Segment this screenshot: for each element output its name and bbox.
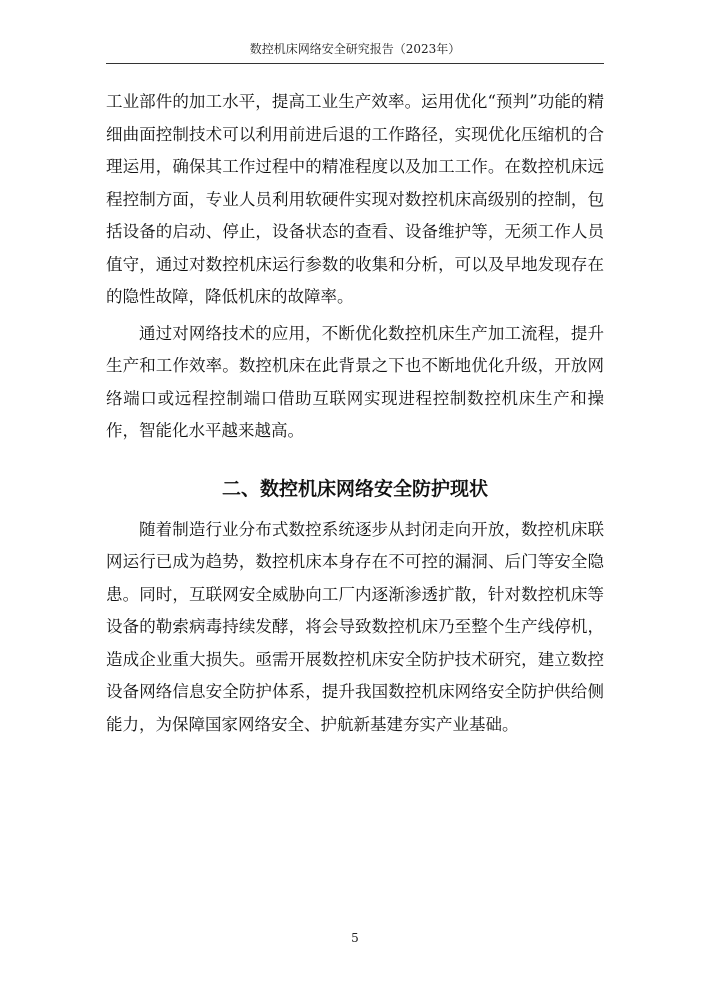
running-header: 数控机床网络安全研究报告（2023年） — [249, 42, 461, 56]
page-number: 5 — [351, 931, 359, 945]
header-rule — [106, 63, 604, 64]
section-heading: 二、数控机床网络安全防护现状 — [221, 477, 488, 500]
paragraph-1: 工业部件的加工水平，提高工业生产效率。运用优化“预判”功能的精细曲面控制技术可以利用前进后退的工作路径，实现优化压缩机的合理运用，确保其工作过程中的精准程度以及加工工作。在数控机床远程控制方面，专业人员利用软硬件实现对数控机床高级别的控制，包括设备的启动、停止，设备状态的查看、设备维护等，无须工作人员值守，通过对数控机床运行参数的收集和分析，可以及早地发现存在的隐性故障，降低机床的故障率。 — [106, 92, 604, 306]
page-body — [106, 86, 604, 741]
paragraph-3: 随着制造行业分布式数控系统逐步从封闭走向开放，数控机床联网运行已成为趋势，数控机床本身存在不可控的漏洞、后门等安全隐患。同时，互联网安全威胁向工厂内逐渐渗透扩散，针对数控机床等设备的勒索病毒持续发酵，将会导致数控机床乃至整个生产线停机，造成企业重大损失。亟需开展数控机床安全防护技术研究，建立数控设备网络信息安全防护体系，提升我国数控机床网络安全防护供给侧能力，为保障国家网络安全、护航新基建夯实产业基础。 — [106, 519, 604, 734]
paragraph-2: 通过对网络技术的应用，不断优化数控机床生产加工流程，提升生产和工作效率。数控机床在此背景之下也不断地优化升级，开放网络端口或远程控制端口借助互联网实现进程控制数控机床生产和操作，智能化水平越来越高。 — [106, 323, 604, 440]
